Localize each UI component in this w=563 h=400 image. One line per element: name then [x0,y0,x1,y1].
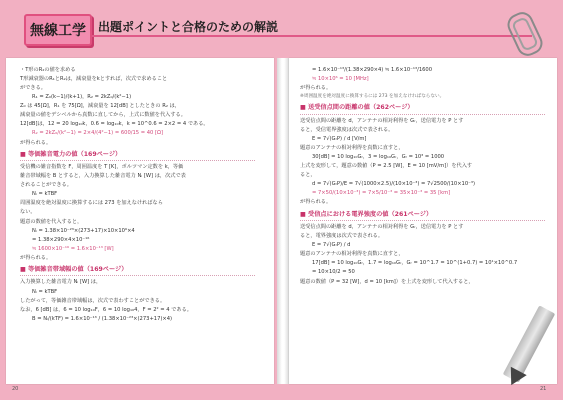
intro-line: が得られる。 [20,139,52,146]
formula-line: R₁ = Z₀(k−1)/(k+1)，R₂ = 2kZ₀/(k²−1) [32,94,132,101]
formula-result: ≒ 1600×10⁻¹⁶ = 1.6×10⁻¹³ [W] [32,245,114,252]
body-line: ない。 [20,209,36,216]
intro-line: 12[dB]は，12 = 20 log₁₀k，0.6 = log₁₀k，k = 10^0.6 = 2×2 = 4 である。 [20,121,209,128]
body-line: が得られる。 [300,199,332,206]
subject-badge: 無線工学 [24,14,92,46]
formula-line: E = 7√(GᵣP) / d [V/m] [312,136,367,143]
formula-line: 30[dB] = 10 log₁₀Gᵣ，3 = log₁₀Gᵣ，Gᵣ = 10³ = 1000 [312,154,445,161]
formula-line: = 1.6×10⁻¹³/(1.38×290×4) ≒ 1.6×10⁻¹³/1600 [312,67,433,73]
header-title: 出題ポイントと合格のための解説 [98,20,279,34]
intro-line: T形減衰器のR₁とR₂は，減衰量をkとすれば，次式で求めること [20,76,168,83]
body-line: ると，受信電界強度は次式で表される。 [300,126,394,133]
formula-line: E = 7√(GᵣP) / d [312,242,351,249]
body-line: 送受信点間の距離を d，アンテナの相対利得を Gᵣ，送信電力を P とす [300,117,464,124]
body-line: が得られる。 [300,85,332,92]
intro-line: 減衰量の値をデシベルから真数に直してから，上式に数値を代入する。 [20,112,186,119]
body-line: 雑音帯域幅を B とすると，入力換算した雑音電力 Nᵢ [W] は，次式で表 [20,173,186,180]
body-line: 題意のアンテナの相対利得を真数に直すと， [300,251,404,258]
formula-line: Nᵢ = kTBF [32,191,58,198]
body-line: 題意の数値を代入すると， [20,218,83,225]
body-line: 題意の数値（P = 32 [W]，d = 10 [km]）を上式を変形して代入すると， [300,278,474,285]
formula-line: B = Nᵢ/(kTF) = 1.6×10⁻¹³ / (1.38×10⁻²³×(273+17)×4) [32,315,173,322]
body-line: 入力換算した雑音電力 Nᵢ [W] は， [20,279,102,286]
formula-line: Nᵢ = 1.38×10⁻²³×(273+17)×10×10⁶×4 [32,227,135,234]
intro-bullet: ・T形のR₂の値を求める [20,67,76,73]
body-line: ると，電界強度は次式で表される。 [300,233,384,240]
formula-result: R₂ = 2kZ₀/(k²−1) = 2×4/(4²−1) = 600/15 = 40 [Ω] [32,130,164,137]
intro-line: ができる。 [20,85,46,92]
formula-line: Nᵢ = kTBF [32,288,58,295]
right-page-content [300,66,545,287]
section-heading: ■ 等価雑音電力の値（169ページ） [20,150,255,162]
formula-line: d = 7√(GᵣP)/E = 7√(1000×2.5)/(10×10⁻³) = 7√2500/(10×10⁻³) [312,181,475,188]
header-rule [92,35,532,37]
formula-result: = 7×50/(10×10⁻³) = 7×5/10⁻³ = 35×10⁻³ = 35 [km] [312,190,451,197]
intro-line: Z₀ は 45[Ω]，R₁ を 75[Ω]，減衰量を 12[dB] としたときの R₂ は， [20,103,180,110]
body-line: が得られる。 [20,254,52,261]
body-line: したがって，等価雑音帯域幅は，次式で表わすことができる。 [20,297,166,304]
page-number-left: 20 [12,386,19,392]
body-line: ると， [300,172,316,179]
formula-line: = 10×10/2 = 50 [312,269,355,276]
body-line: 受信機の雑音指数を F，周囲温度を T [K]，ボルツマン定数を k，等価 [20,164,184,171]
body-line: 周囲温度を絶対温度に換算するには 273 を加えなければなら [20,200,163,207]
left-page-content [20,66,255,324]
section-heading: ■ 送受信点間の距離の値（262ページ） [300,103,545,115]
body-line: されることができる。 [20,182,72,189]
formula-result: ≒ 10×10⁶ = 10 [MHz] [312,76,369,83]
book-spine [277,58,289,384]
formula-line: = 1.38×290×4×10⁻¹⁶ [32,236,90,243]
body-line: 上式を変形して，題意の数値（P = 2.5 [W]，E = 10 [mV/m]）を代入す [300,163,473,170]
body-line: 送受信点間の距離を d，アンテナの相対利得を Gᵣ，送信電力を P とす [300,224,464,231]
formula-line: 17[dB] = 10 log₁₀Gᵣ，1.7 = log₁₀Gᵣ，Gᵣ = 10^1.7 = 10^(1+0.7) = 10¹×10^0.7 [312,260,518,267]
section-heading: ■ 等価雑音帯域幅の値（169ページ） [20,265,255,277]
footnote: ※周囲温度を絶対温度に換算するには 273 を加えなければならない。 [300,94,445,100]
section-heading: ■ 受信点における電界強度の値（261ページ） [300,210,545,222]
page-number-right: 21 [540,386,547,392]
body-line: 題意のアンテナの相対利得を真数に直すと， [300,145,404,152]
body-line: なお，6 [dB] は，6 = 10 log₁₀F，6 = 10 log₁₀4，F = 2² = 4 である。 [20,306,192,313]
